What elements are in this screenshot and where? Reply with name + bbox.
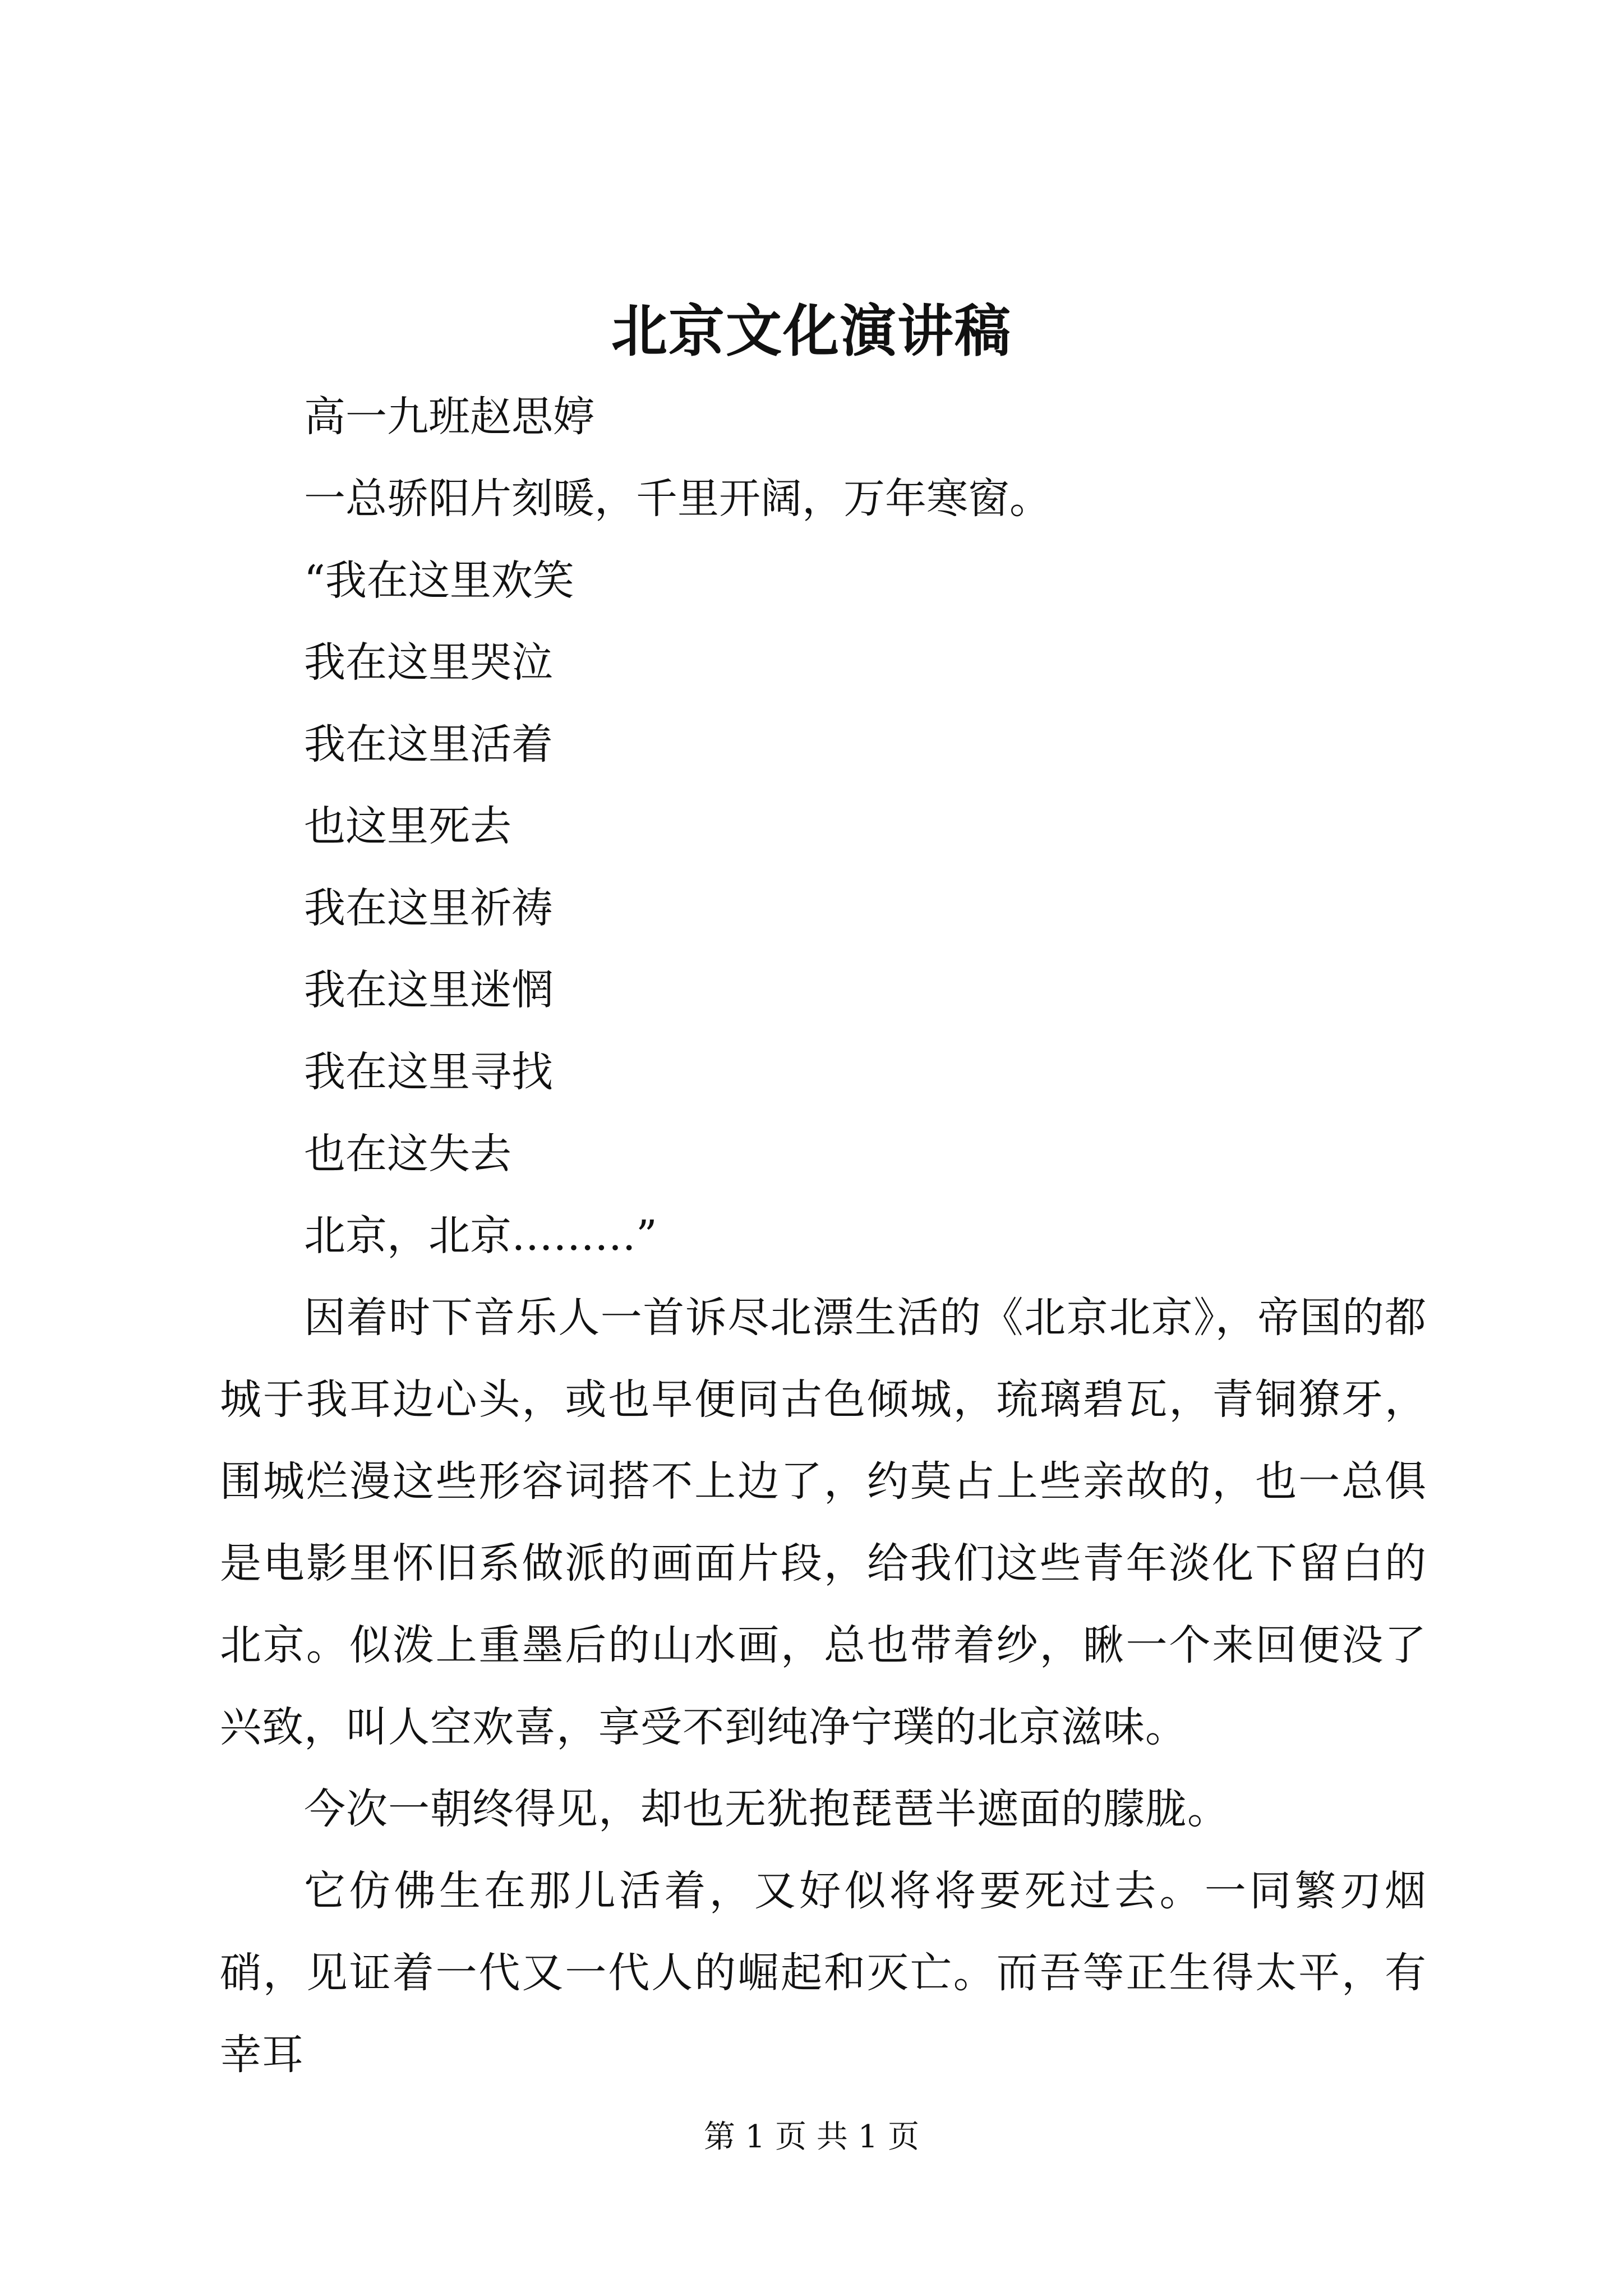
poem-line: 我在这里寻找 [304,1048,553,1096]
body-paragraph: 它仿佛生在那儿活着，又好似将将要死过去。一同繁刃烟硝，见证着一代又一代人的崛起和灭亡。而吾等正生得太平，有幸耳 [220,1867,1427,2079]
poem-line: 也在这失去 [304,1130,511,1178]
poem-line: 我在这里迷惘 [304,966,553,1014]
document-title: 北京文化演讲稿 [611,298,1012,364]
poem-line: 北京，北京………” [304,1212,657,1260]
poem-line: “我在这里欢笑 [304,556,574,605]
poem-line: 我在这里活着 [304,720,553,769]
poem-line: 一总骄阳片刻暖，千里开阔，万年寒窗。 [304,475,1051,523]
page-footer: 第 1 页 共 1 页 [703,2119,920,2155]
body-paragraph: 今次一朝终得见，却也无犹抱琵琶半遮面的朦胧。 [304,1785,1229,1833]
poem-line: 也这里死去 [304,802,511,850]
poem-line: 我在这里祈祷 [304,884,553,932]
body-paragraph: 因着时下音乐人一首诉尽北漂生活的《北京北京》，帝国的都城于我耳边心头，或也早便同古色倾城，琉璃碧瓦，青铜獠牙，围城烂漫这些形容词搭不上边了，约莫占上些亲故的，也一总俱是电影里怀旧系做派的画面片段，给我们这些青年淡化下留白的北京。似泼上重墨后的山水画，总也带着纱，瞅一个来回便没了兴致，叫人空欢喜，享受不到纯净宁璞的北京滋味。 [220,1294,1427,1751]
author-line: 高一九班赵思婷 [304,393,594,441]
poem-line: 我在这里哭泣 [304,638,553,687]
document-body [220,376,1427,2096]
